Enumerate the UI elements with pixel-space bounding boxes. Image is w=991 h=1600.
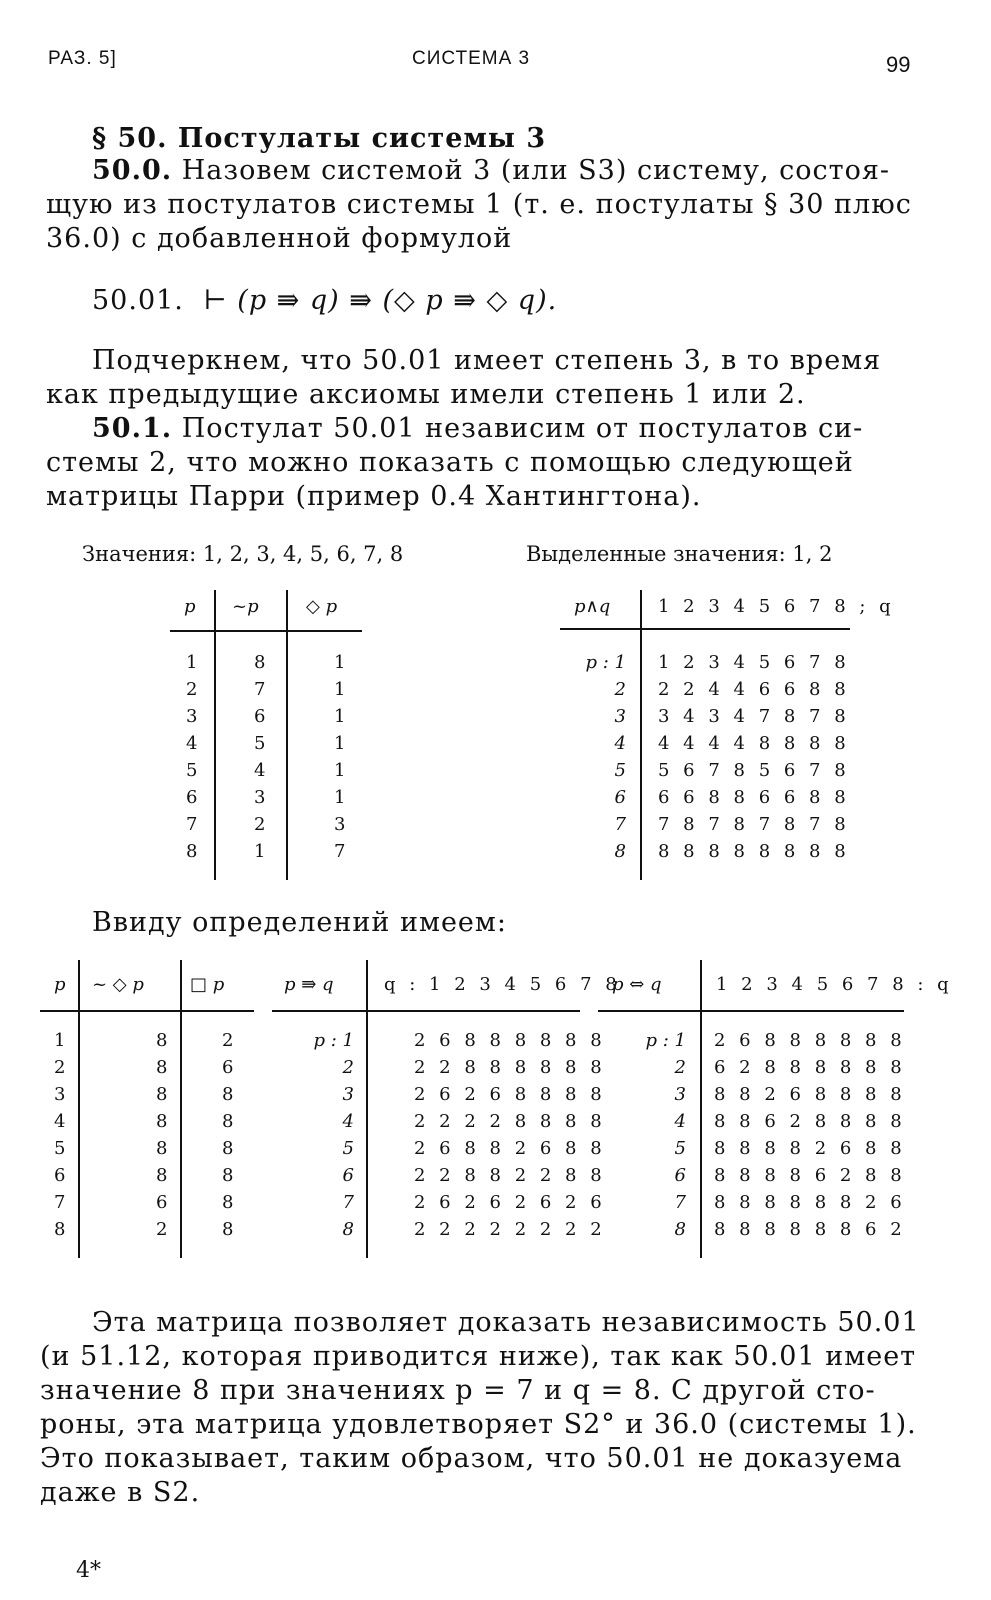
table-corner: p∧q — [574, 596, 611, 617]
table-cell: 8 — [614, 841, 626, 862]
table-cell: 8 — [156, 1111, 168, 1132]
table-cell: 3 — [614, 706, 626, 727]
table-cell: 5 — [54, 1138, 66, 1159]
table-cell: 2 — [156, 1219, 168, 1240]
table-cell: 8 — [222, 1084, 234, 1105]
table-cell: 6 — [156, 1192, 168, 1213]
paragraph-50-1-line-2: стемы 2, что можно показать с помощью следующей — [46, 447, 854, 478]
table-cell: 2 — [186, 679, 198, 700]
formula-50-01 — [92, 284, 557, 317]
table-corner: p ⇛ q — [284, 974, 334, 995]
by-definitions-text: Ввиду определений имеем: — [92, 907, 507, 938]
table-header: p — [54, 974, 66, 995]
table-cell: 6 — [186, 787, 198, 808]
header-rule — [272, 1010, 580, 1012]
table-cell: 1 — [54, 1030, 66, 1051]
table-cell: 8 — [54, 1219, 66, 1240]
section-title: § 50. Постулаты системы 3 — [92, 123, 547, 154]
column-divider — [700, 960, 702, 1258]
table-cell: 1 — [186, 652, 198, 673]
table-cell: 6 — [674, 1165, 686, 1186]
table-cell: p : 1 — [313, 1030, 354, 1051]
table-cell: 8 8 8 8 8 8 8 8 — [658, 841, 850, 862]
table-header: ◇ p — [306, 596, 338, 617]
table-cell: 8 — [222, 1192, 234, 1213]
paragraph-degree-line-2: как предыдущие аксиомы имели степень 1 или 2. — [46, 379, 806, 410]
table-cell: 2 6 2 6 8 8 8 8 — [414, 1084, 606, 1105]
table-cell: 1 — [334, 787, 346, 808]
table-cell: 2 — [222, 1030, 234, 1051]
table-cell: 3 — [54, 1084, 66, 1105]
table-cell: 3 4 3 4 7 8 7 8 — [658, 706, 850, 727]
table-cell: 1 — [334, 652, 346, 673]
table-cell: 7 — [254, 679, 266, 700]
table-cell: 8 — [222, 1138, 234, 1159]
table-cell: 2 — [54, 1057, 66, 1078]
table-cell: 2 — [254, 814, 266, 835]
paragraph-50-0-line-2: щую из постулатов системы 1 (т. е. постулаты § 30 плюс — [46, 189, 912, 220]
paragraph-50-1-line-3: матрицы Парри (пример 0.4 Хантингтона). — [46, 481, 702, 512]
table-cell: 2 6 8 8 2 6 8 8 — [414, 1138, 606, 1159]
paragraph-text: Постулат 50.01 независим от постулатов си- — [181, 413, 864, 444]
table-cell: p : 1 — [585, 652, 626, 673]
column-divider — [640, 590, 642, 880]
header-rule — [560, 628, 850, 630]
table-cell: 5 — [674, 1138, 686, 1159]
table-cell: 6 6 8 8 6 6 8 8 — [658, 787, 850, 808]
table-cell: 8 — [222, 1219, 234, 1240]
table-cell: 3 — [342, 1084, 354, 1105]
formula-expression: ⊢ (p ⇛ q) ⇛ (◇ p ⇛ ◇ q). — [203, 285, 558, 316]
table-cell: 7 8 7 8 7 8 7 8 — [658, 814, 850, 835]
paragraph-conclusion-line-4: роны, эта матрица удовлетворяет S2° и 36.0 (системы 1). — [40, 1409, 917, 1440]
table-cell: 6 — [254, 706, 266, 727]
necessity-table — [40, 960, 254, 1258]
table-cell: 1 2 3 4 5 6 7 8 — [658, 652, 850, 673]
table-cell: 2 — [342, 1057, 354, 1078]
column-divider — [214, 590, 216, 880]
table-cell: 7 — [54, 1192, 66, 1213]
table-corner: p ⇔ q — [612, 974, 662, 995]
paragraph-conclusion-line-5: Это показывает, таким образом, что 50.01 не доказуема — [40, 1443, 903, 1474]
table-cell: 2 2 8 8 2 2 8 8 — [414, 1165, 606, 1186]
formula-number: 50.01. — [92, 285, 184, 316]
table-cell: 4 — [186, 733, 198, 754]
values-caption: Значения: 1, 2, 3, 4, 5, 6, 7, 8 — [82, 542, 404, 566]
table-cell: p : 1 — [645, 1030, 686, 1051]
table-cell: 8 — [156, 1165, 168, 1186]
signature-mark: 4* — [76, 1558, 101, 1583]
table-cell: 7 — [186, 814, 198, 835]
table-cell: 1 — [334, 760, 346, 781]
column-divider — [180, 960, 182, 1258]
header-rule — [170, 630, 362, 632]
table-cell: 3 — [334, 814, 346, 835]
table-cell: 8 — [156, 1057, 168, 1078]
table-cell: 4 — [342, 1111, 354, 1132]
table-cell: 8 8 2 6 8 8 8 8 — [714, 1084, 906, 1105]
table-cell: 2 — [614, 679, 626, 700]
paragraph-text: Назовем системой 3 (или S3) систему, состоя- — [181, 155, 891, 186]
table-header: ~p — [232, 596, 259, 617]
table-header: q : 1 2 3 4 5 6 7 8 — [384, 974, 621, 995]
table-cell: 8 — [156, 1030, 168, 1051]
table-cell: 4 — [614, 733, 626, 754]
paragraph-degree-line-1: Подчеркнем, что 50.01 имеет степень 3, в то время — [92, 345, 882, 376]
table-cell: 1 — [334, 733, 346, 754]
table-cell: 1 — [254, 841, 266, 862]
table-cell: 8 8 8 8 6 2 8 8 — [714, 1165, 906, 1186]
table-cell: 8 — [156, 1084, 168, 1105]
table-cell: 2 2 2 2 8 8 8 8 — [414, 1111, 606, 1132]
table-cell: 2 6 8 8 8 8 8 8 — [414, 1030, 606, 1051]
table-cell: 6 — [614, 787, 626, 808]
table-cell: 4 — [674, 1111, 686, 1132]
table-cell: 1 — [334, 679, 346, 700]
table-cell: 2 2 2 2 2 2 2 2 — [414, 1219, 606, 1240]
paragraph-50-0-line-1 — [92, 154, 890, 187]
paragraph-conclusion-line-1: Эта матрица позволяет доказать независимость 50.01 — [92, 1307, 920, 1338]
table-cell: 6 — [342, 1165, 354, 1186]
table-cell: 8 — [674, 1219, 686, 1240]
table-cell: 5 — [342, 1138, 354, 1159]
paragraph-50-1-line-1 — [92, 412, 863, 445]
designated-values-caption: Выделенные значения: 1, 2 — [526, 542, 833, 566]
table-cell: 5 6 7 8 5 6 7 8 — [658, 760, 850, 781]
page-number: 99 — [886, 52, 911, 77]
table-cell: 8 8 8 8 8 8 6 2 — [714, 1219, 906, 1240]
table-cell: 3 — [674, 1084, 686, 1105]
paragraph-number: 50.1. — [92, 413, 173, 444]
paragraph-conclusion-line-6: даже в S2. — [40, 1477, 201, 1508]
conjunction-table — [560, 590, 895, 880]
running-head-left: РАЗ. 5] — [48, 48, 117, 69]
table-cell: 5 — [254, 733, 266, 754]
table-cell: 8 — [254, 652, 266, 673]
table-header: 1 2 3 4 5 6 7 8 : q — [716, 974, 953, 995]
table-cell: 4 4 4 4 8 8 8 8 — [658, 733, 850, 754]
table-cell: 6 — [54, 1165, 66, 1186]
table-cell: 6 2 8 8 8 8 8 8 — [714, 1057, 906, 1078]
table-cell: 8 — [156, 1138, 168, 1159]
paragraph-50-0-line-3: 36.0) с добавленной формулой — [46, 223, 513, 254]
table-cell: 2 — [674, 1057, 686, 1078]
column-divider — [78, 960, 80, 1258]
table-cell: 8 8 6 2 8 8 8 8 — [714, 1111, 906, 1132]
paragraph-conclusion-line-3: значение 8 при значениях p = 7 и q = 8. С другой сто- — [40, 1375, 876, 1406]
table-cell: 8 — [222, 1165, 234, 1186]
strict-implication-table — [272, 960, 621, 1258]
table-cell: 1 — [334, 706, 346, 727]
table-cell: 3 — [254, 787, 266, 808]
table-header: □ p — [190, 974, 225, 995]
table-cell: 5 — [186, 760, 198, 781]
table-header: ~ ◇ p — [92, 974, 144, 995]
paragraph-number: 50.0. — [92, 155, 173, 186]
running-head-center: СИСТЕМА 3 — [412, 48, 531, 69]
table-cell: 8 — [186, 841, 198, 862]
table-cell: 2 2 8 8 8 8 8 8 — [414, 1057, 606, 1078]
table-cell: 8 — [222, 1111, 234, 1132]
table-cell: 7 — [614, 814, 626, 835]
strict-equivalence-table — [598, 960, 953, 1258]
table-cell: 4 — [54, 1111, 66, 1132]
table-cell: 8 8 8 8 2 6 8 8 — [714, 1138, 906, 1159]
table-cell: 7 — [674, 1192, 686, 1213]
table-cell: 2 6 2 6 2 6 2 6 — [414, 1192, 606, 1213]
table-cell: 7 — [334, 841, 346, 862]
header-rule — [598, 1010, 904, 1012]
table-cell: 3 — [186, 706, 198, 727]
table-header: p — [184, 596, 196, 617]
negation-possibility-table — [170, 590, 370, 880]
header-rule — [40, 1010, 254, 1012]
paragraph-conclusion-line-2: (и 51.12, которая приводится ниже), так как 50.01 имеет — [40, 1341, 917, 1372]
table-cell: 7 — [342, 1192, 354, 1213]
table-cell: 4 — [254, 760, 266, 781]
column-divider — [366, 960, 368, 1258]
table-cell: 2 2 4 4 6 6 8 8 — [658, 679, 850, 700]
table-cell: 6 — [222, 1057, 234, 1078]
column-divider — [286, 590, 288, 880]
table-cell: 2 6 8 8 8 8 8 8 — [714, 1030, 906, 1051]
table-cell: 8 — [342, 1219, 354, 1240]
table-cell: 8 8 8 8 8 8 2 6 — [714, 1192, 906, 1213]
table-cell: 5 — [614, 760, 626, 781]
table-header: 1 2 3 4 5 6 7 8 ; q — [658, 596, 895, 617]
